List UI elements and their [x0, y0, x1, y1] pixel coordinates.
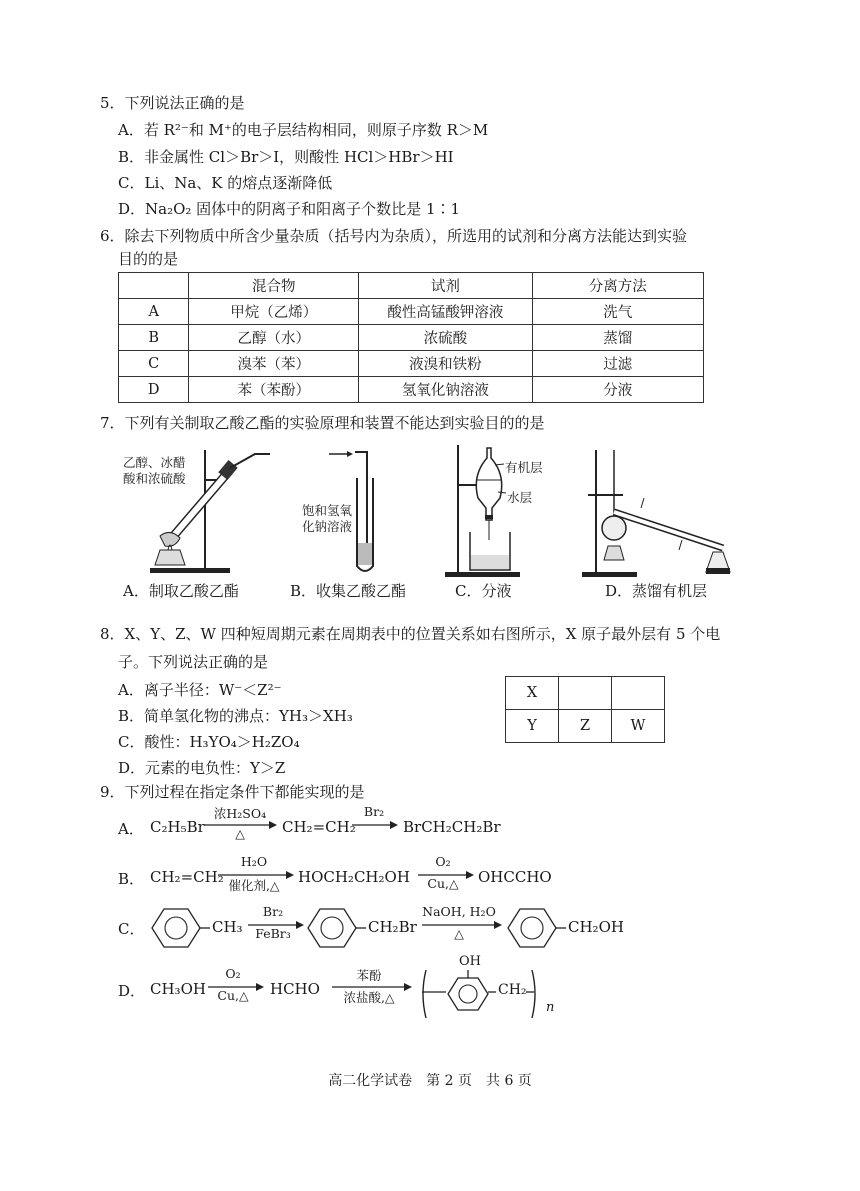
- apparatus-c-label-water: 水层: [507, 490, 533, 505]
- q9-d-n: n: [546, 1000, 555, 1015]
- q9-stem: 9．下列过程在指定条件下都能实现的是: [100, 783, 365, 801]
- q5-option-d: D．Na₂O₂ 固体中的阴离子和阳离子个数比是 1∶1: [118, 200, 461, 218]
- q9-c-intermediate-group: CH₂Br: [368, 918, 417, 936]
- table-cell: 氢氧化钠溶液: [359, 377, 532, 403]
- q9-c-label: C．: [118, 920, 145, 938]
- table-cell: C: [119, 351, 189, 377]
- table-cell: 洗气: [532, 299, 703, 325]
- table-cell: 溴苯（苯）: [189, 351, 359, 377]
- q8-option-b: B．简单氢化物的沸点：YH₃＞XH₃: [118, 707, 353, 725]
- q9-c-cond2-under: △: [454, 926, 464, 941]
- table-cell: 液溴和铁粉: [359, 351, 532, 377]
- benzene-ring-icon: [308, 906, 358, 950]
- table-cell: [559, 677, 612, 710]
- q9-b-cond2-over: O₂: [435, 854, 451, 869]
- apparatus-a-label-1: 乙醇、冰醋: [123, 455, 186, 470]
- q9-b-intermediate: HOCH₂CH₂OH: [298, 868, 410, 886]
- q9-b-cond1-over: H₂O: [240, 854, 268, 869]
- table-cell: [119, 273, 189, 299]
- q8-stem-line1: 8．X、Y、Z、W 四种短周期元素在周期表中的位置关系如右图所示，X 原子最外层有 5 个电: [100, 625, 721, 643]
- q8-option-c: C．酸性：H₃YO₄＞H₂ZO₄: [118, 733, 300, 751]
- q9-d-cond2-under: 浓盐酸,△: [343, 990, 395, 1005]
- table-row: [119, 325, 704, 351]
- table-cell: 浓硫酸: [359, 325, 532, 351]
- table-cell: Y: [506, 710, 559, 743]
- periodic-table-fragment: [505, 676, 665, 743]
- q6-table: [118, 272, 704, 403]
- q9-d-ch2: CH₂: [498, 982, 527, 998]
- benzene-ring-icon: [508, 906, 558, 950]
- q9-d-cond1-over: O₂: [225, 966, 241, 981]
- q5-option-a: A．若 R²⁻和 M⁺的电子层结构相同，则原子序数 R＞M: [118, 121, 489, 139]
- table-row: [506, 677, 665, 710]
- q9-c-product-group: CH₂OH: [568, 918, 624, 936]
- apparatus-b-diagram: [325, 448, 385, 578]
- table-cell: X: [506, 677, 559, 710]
- table-row: [119, 299, 704, 325]
- q9-d-oh: OH: [459, 954, 481, 969]
- q9-a-label: A．: [118, 820, 144, 838]
- table-cell: W: [612, 710, 665, 743]
- arrow-icon: [352, 820, 398, 830]
- apparatus-a-diagram: [120, 440, 280, 575]
- q6-stem-line1: 6．除去下列物质中所含少量杂质（括号内为杂质），所选用的试剂和分离方法能达到实验: [100, 227, 688, 245]
- table-cell: 酸性高锰酸钾溶液: [359, 299, 532, 325]
- benzene-ring-icon: [152, 906, 202, 950]
- q5-stem: 5．下列说法正确的是: [100, 94, 245, 112]
- q9-c-cond1-under: FeBr₃: [255, 926, 291, 941]
- apparatus-b-label-1: 饱和氢氧: [302, 503, 353, 518]
- q9-d-cond2-over: 苯酚: [356, 968, 382, 983]
- apparatus-c-diagram: [440, 440, 520, 580]
- apparatus-b-label-2: 化钠溶液: [302, 519, 353, 534]
- q9-a-cond1-over: 浓H₂SO₄: [213, 806, 267, 821]
- table-cell: 分液: [532, 377, 703, 403]
- table-cell: A: [119, 299, 189, 325]
- table-header: 分离方法: [532, 273, 703, 299]
- q9-c-cond1-over: Br₂: [262, 904, 284, 919]
- table-header: 混合物: [189, 273, 359, 299]
- q6-stem-line2: 目的的是: [118, 250, 179, 268]
- q9-b-label: B．: [118, 870, 145, 888]
- q7-caption-d: D．蒸馏有机层: [605, 582, 708, 600]
- q7-stem: 7．下列有关制取乙酸乙酯的实验原理和装置不能达到实验目的的是: [100, 414, 545, 432]
- table-header: 试剂: [359, 273, 532, 299]
- q7-caption-b: B．收集乙酸乙酯: [290, 582, 407, 600]
- q9-a-intermediate: CH₂=CH₂: [282, 818, 356, 836]
- apparatus-a-label-2: 酸和浓硫酸: [123, 471, 186, 486]
- table-cell: B: [119, 325, 189, 351]
- q9-d-label: D．: [118, 982, 146, 1000]
- q9-a-cond2-over: Br₂: [363, 804, 385, 819]
- table-row: [119, 377, 704, 403]
- table-row: [506, 710, 665, 743]
- q9-b-cond1-under: 催化剂,△: [228, 878, 280, 893]
- q9-a-product: BrCH₂CH₂Br: [403, 818, 501, 836]
- q9-a-cond1-under: △: [235, 826, 245, 841]
- apparatus-d-diagram: [578, 440, 748, 580]
- q9-c-cond2-over: NaOH, H₂O: [422, 904, 496, 919]
- table-cell: 蒸馏: [532, 325, 703, 351]
- q7-caption-a: A．制取乙酸乙酯: [123, 582, 239, 600]
- table-cell: D: [119, 377, 189, 403]
- page-footer: 高二化学试卷 第 2 页 共 6 页: [328, 1073, 532, 1089]
- q5-option-b: B．非金属性 Cl＞Br＞I，则酸性 HCl＞HBr＞HI: [118, 148, 454, 166]
- q7-caption-c: C．分液: [455, 582, 512, 600]
- table-cell: Z: [559, 710, 612, 743]
- q8-option-a: A．离子半径：W⁻＜Z²⁻: [118, 681, 282, 699]
- q9-a-reactant: C₂H₅Br: [150, 818, 205, 836]
- table-row: [119, 273, 704, 299]
- table-cell: 乙醇（水）: [189, 325, 359, 351]
- q9-d-cond1-under: Cu,△: [217, 988, 249, 1003]
- q8-stem-line2: 子。下列说法正确的是: [118, 653, 269, 671]
- q5-option-c: C．Li、Na、K 的熔点逐渐降低: [118, 174, 333, 192]
- table-cell: 苯（苯酚）: [189, 377, 359, 403]
- q8-option-d: D．元素的电负性：Y＞Z: [118, 759, 286, 777]
- apparatus-c-label-organic: 有机层: [505, 460, 543, 475]
- q9-b-reactant: CH₂=CH₂: [150, 868, 224, 886]
- q9-c-reactant-group: CH₃: [212, 918, 243, 936]
- q9-b-cond2-under: Cu,△: [427, 876, 459, 891]
- q9-b-product: OHCCHO: [478, 868, 552, 886]
- q9-d-reactant: CH₃OH: [150, 980, 206, 998]
- q9-d-intermediate: HCHO: [270, 980, 320, 998]
- table-cell: [612, 677, 665, 710]
- table-row: [119, 351, 704, 377]
- table-cell: 过滤: [532, 351, 703, 377]
- table-cell: 甲烷（乙烯）: [189, 299, 359, 325]
